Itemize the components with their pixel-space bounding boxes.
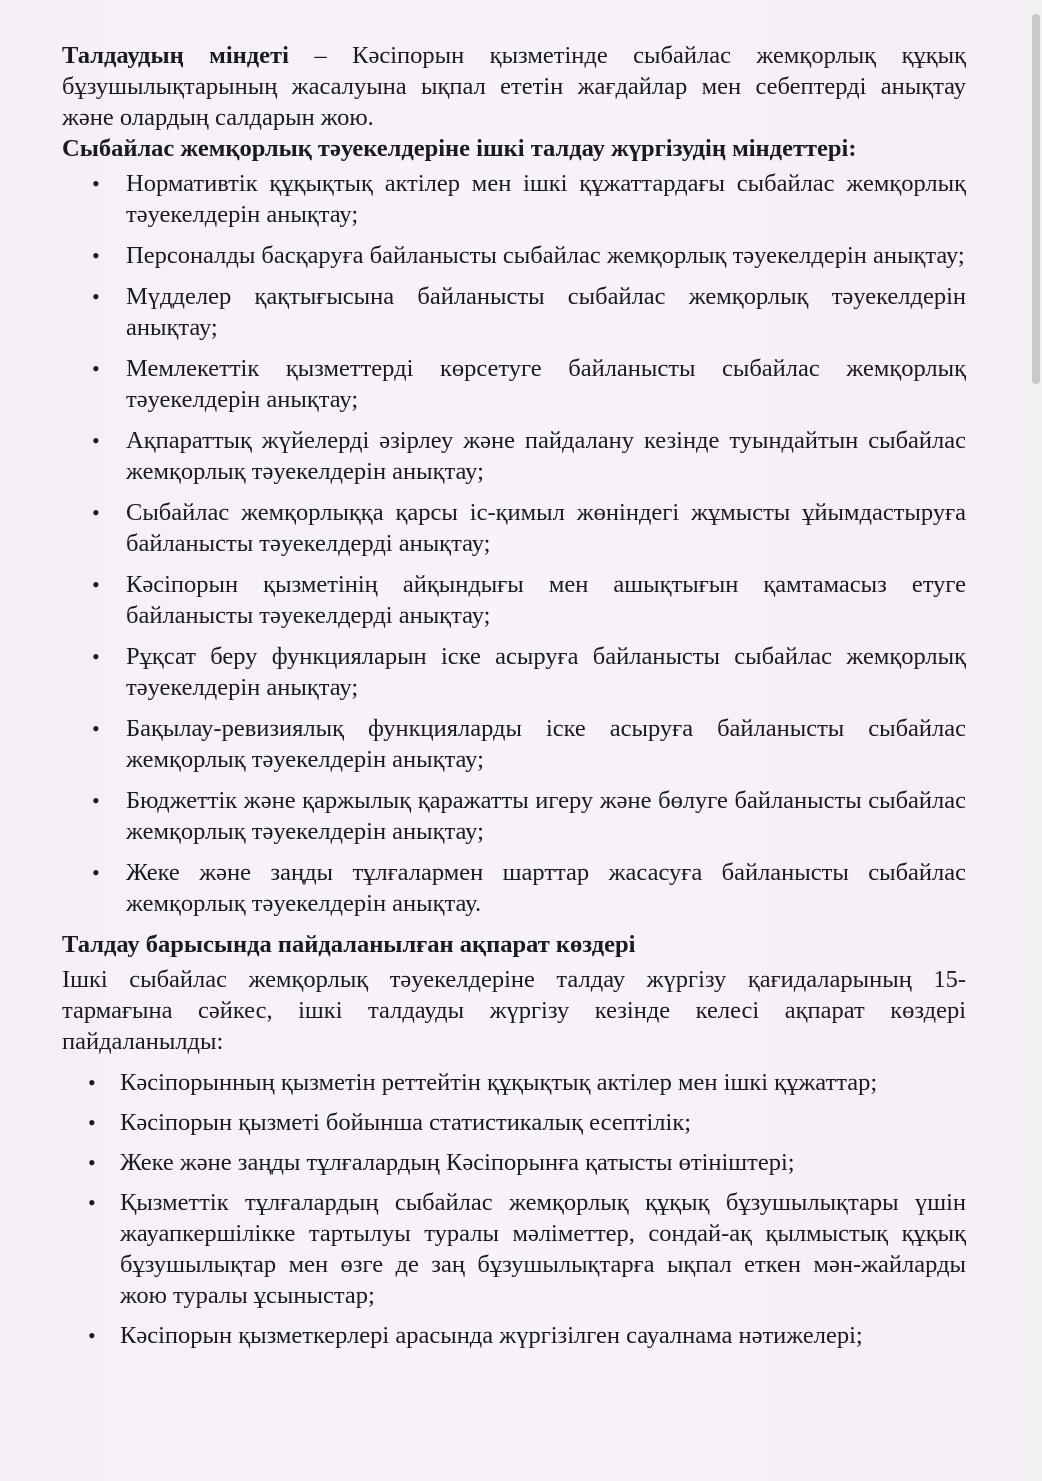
list-item xyxy=(62,569,966,631)
list-item xyxy=(62,1107,966,1138)
tasks-heading: Сыбайлас жемқорлық тәуекелдеріне ішкі талдау жүргізудің міндеттері: xyxy=(62,135,857,162)
list-item xyxy=(62,425,966,487)
bullet-icon: • xyxy=(92,572,100,597)
list-item-text: Бюджеттік және қаржылық қаражатты игеру және бөлуге байланысты сыбайлас жемқорлық тәуекелдерін анықтау; xyxy=(126,787,966,845)
bullet-icon: • xyxy=(88,1190,96,1215)
bullet-icon: • xyxy=(88,1070,96,1095)
bullet-icon: • xyxy=(92,243,100,268)
list-item-text: Жеке және заңды тұлғалардың Кәсіпорынға қатысты өтініштері; xyxy=(120,1149,795,1176)
bullet-icon: • xyxy=(88,1323,96,1348)
list-item-text: Мүдделер қақтығысына байланысты сыбайлас жемқорлық тәуекелдерін анықтау; xyxy=(126,283,966,341)
intro-paragraph xyxy=(62,40,966,133)
bullet-icon: • xyxy=(92,644,100,669)
list-item-text: Кәсіпорын қызметінің айқындығы мен ашықтығын қамтамасыз етуге байланысты тәуекелдерді анықтау; xyxy=(126,571,966,629)
list-item xyxy=(62,168,966,230)
sources-list xyxy=(62,1067,966,1351)
bullet-icon: • xyxy=(92,428,100,453)
intro-lead: Талдаудың міндеті xyxy=(62,42,289,69)
list-item xyxy=(62,353,966,415)
list-item-text: Кәсіпорынның қызметін реттейтін құқықтық актілер мен ішкі құжаттар; xyxy=(120,1069,878,1096)
intro-text: – Кәсіпорын қызметінде сыбайлас жемқорлық құқық бұзушылықтарының жасалуына ықпал ететін жағдайлар мен себептерді анықтау және олардың салдарын жою. xyxy=(62,42,966,131)
list-item-text: Кәсіпорын қызметкерлері арасында жүргізілген сауалнама нәтижелері; xyxy=(120,1322,863,1349)
list-item-text: Кәсіпорын қызметі бойынша статистикалық есептілік; xyxy=(120,1109,692,1136)
list-item-text: Қызметтік тұлғалардың сыбайлас жемқорлық құқық бұзушылықтары үшін жауапкершілікке тартылуы туралы мәліметтер, сондай-ақ қылмыстық құқық бұзушылықтар мен өзге де заң бұзушылықтарға ықпал еткен мән-жайларды жою туралы ұсыныстар; xyxy=(120,1189,966,1309)
list-item-text: Жеке және заңды тұлғалармен шарттар жасасуға байланысты сыбайлас жемқорлық тәуекелдерін анықтау. xyxy=(126,859,966,917)
vertical-scrollbar[interactable] xyxy=(1030,0,1042,1481)
bullet-icon: • xyxy=(92,500,100,525)
scrollbar-thumb[interactable] xyxy=(1032,14,1040,384)
list-item xyxy=(62,785,966,847)
list-item xyxy=(62,713,966,775)
sources-intro: Ішкі сыбайлас жемқорлық тәуекелдеріне талдау жүргізу қағидаларының 15-тармағына сәйкес, ішкі талдауды жүргізу кезінде келесі ақпарат көздері пайдаланылды: xyxy=(62,966,966,1055)
bullet-icon: • xyxy=(92,171,100,196)
bullet-icon: • xyxy=(92,356,100,381)
list-item xyxy=(62,1187,966,1311)
document-content xyxy=(62,40,966,1351)
list-item xyxy=(62,1320,966,1351)
tasks-list xyxy=(62,168,966,919)
bullet-icon: • xyxy=(88,1110,96,1135)
list-item xyxy=(62,857,966,919)
list-item xyxy=(62,281,966,343)
sources-heading: Талдау барысында пайдаланылған ақпарат көздері xyxy=(62,931,636,958)
list-item-text: Персоналды басқаруға байланысты сыбайлас жемқорлық тәуекелдерін анықтау; xyxy=(126,242,965,269)
list-item-text: Нормативтік құқықтық актілер мен ішкі құжаттардағы сыбайлас жемқорлық тәуекелдерін анықтау; xyxy=(126,170,966,228)
list-item-text: Рұқсат беру функцияларын іске асыруға байланысты сыбайлас жемқорлық тәуекелдерін анықтау; xyxy=(126,643,966,701)
list-item xyxy=(62,1067,966,1098)
list-item xyxy=(62,240,966,271)
list-item xyxy=(62,641,966,703)
bullet-icon: • xyxy=(92,284,100,309)
list-item-text: Ақпараттық жүйелерді әзірлеу және пайдалану кезінде туындайтын сыбайлас жемқорлық тәуекелдерін анықтау; xyxy=(126,427,966,485)
list-item-text: Бақылау-ревизиялық функцияларды іске асыруға байланысты сыбайлас жемқорлық тәуекелдерін анықтау; xyxy=(126,715,966,773)
list-item xyxy=(62,1147,966,1178)
bullet-icon: • xyxy=(92,716,100,741)
bullet-icon: • xyxy=(92,788,100,813)
list-item-text: Сыбайлас жемқорлыққа қарсы іс-қимыл жөніндегі жұмысты ұйымдастыруға байланысты тәуекелдерді анықтау; xyxy=(126,499,966,557)
list-item xyxy=(62,497,966,559)
bullet-icon: • xyxy=(92,860,100,885)
list-item-text: Мемлекеттік қызметтерді көрсетуге байланысты сыбайлас жемқорлық тәуекелдерін анықтау; xyxy=(126,355,966,413)
bullet-icon: • xyxy=(88,1150,96,1175)
